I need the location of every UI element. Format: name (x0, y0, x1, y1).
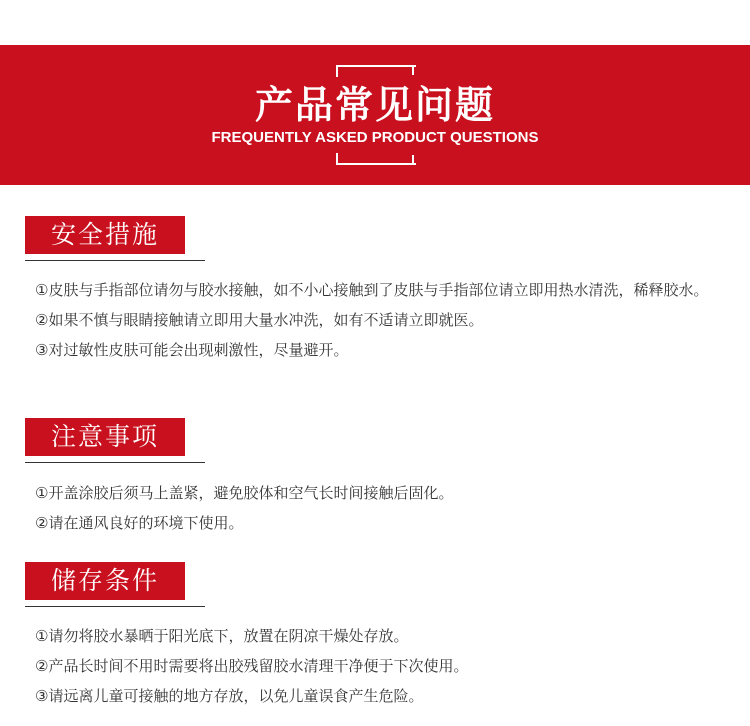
faq-banner (0, 45, 750, 185)
section-items-safety (35, 275, 715, 365)
list-item: ③对过敏性皮肤可能会出现刺激性，尽量避开。 (35, 341, 349, 359)
section-items-notes (35, 478, 715, 538)
section-divider (25, 606, 205, 607)
list-item: ②请在通风良好的环境下使用。 (35, 514, 244, 532)
list-item: ②产品长时间不用时需要将出胶残留胶水清理干净便于下次使用。 (35, 657, 469, 675)
list-item: ①请勿将胶水暴晒于阳光底下，放置在阴凉干燥处存放。 (35, 627, 409, 645)
list-item: ①皮肤与手指部位请勿与胶水接触，如不小心接触到了皮肤与手指部位请立即用热水清洗，稀释胶水。 (35, 281, 709, 299)
section-title: 注意事项 (25, 418, 185, 456)
section-header-safety (25, 216, 205, 261)
section-header-storage (25, 562, 205, 607)
banner-subtitle: FREQUENTLY ASKED PRODUCT QUESTIONS (211, 129, 539, 146)
list-item: ③请远离儿童可接触的地方存放，以免儿童误食产生危险。 (35, 687, 424, 705)
section-items-storage (35, 621, 715, 711)
section-title: 安全措施 (25, 216, 185, 254)
section-title: 储存条件 (25, 562, 185, 600)
banner-title: 产品常见问题 (254, 83, 495, 127)
list-item: ②如果不慎与眼睛接触请立即用大量水冲洗，如有不适请立即就医。 (35, 311, 484, 329)
section-divider (25, 462, 205, 463)
section-header-notes (25, 418, 205, 463)
section-divider (25, 260, 205, 261)
list-item: ①开盖涂胶后须马上盖紧，避免胶体和空气长时间接触后固化。 (35, 484, 454, 502)
